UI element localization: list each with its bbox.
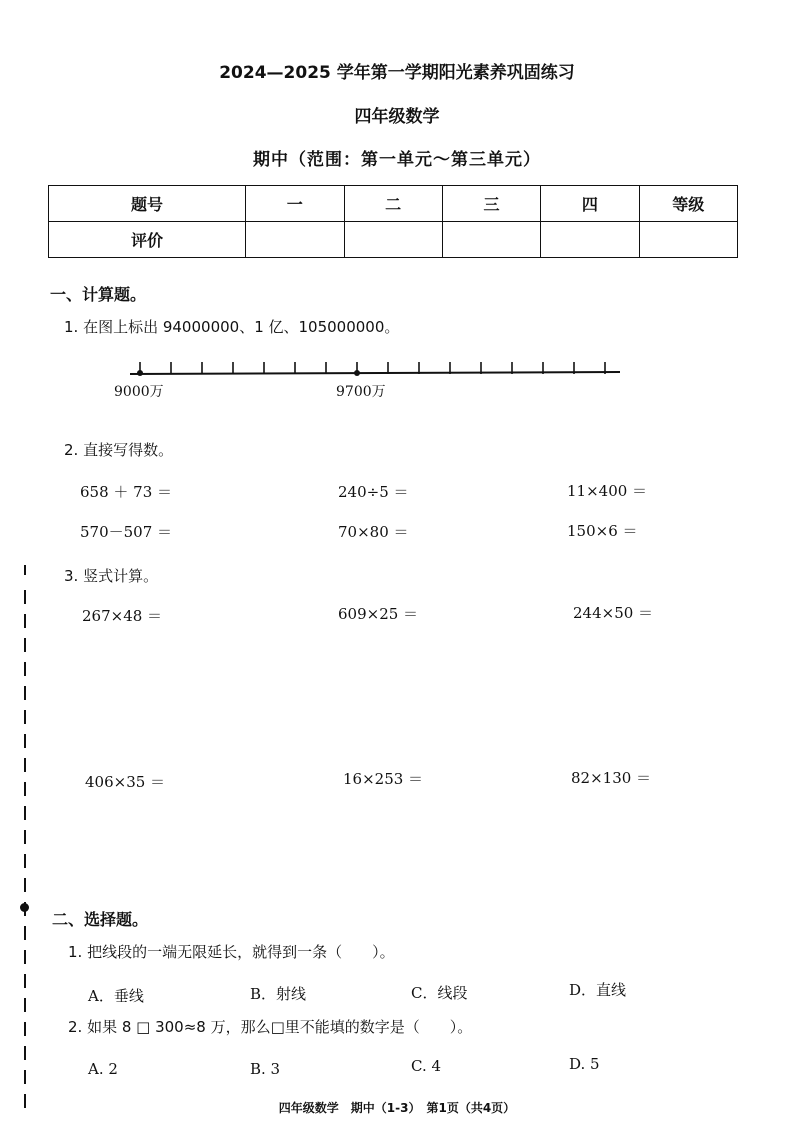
vertical-calc-item: 82×130 ＝ [571, 769, 652, 787]
choice-option[interactable]: A．垂线 [88, 987, 144, 1005]
oral-calc-item: 570－507 ＝ [80, 523, 173, 541]
table-cell: 四 [541, 186, 639, 222]
vertical-calc-item: 244×50 ＝ [573, 604, 654, 622]
vertical-calc-item: 406×35 ＝ [85, 773, 166, 791]
page-title: 2024—2025 学年第一学期阳光素养巩固练习 [219, 63, 575, 83]
number-line-point [137, 370, 143, 376]
section-heading: 一、计算题。 [50, 285, 147, 304]
table-cell: 三 [442, 186, 540, 222]
vertical-calc-item: 609×25 ＝ [338, 605, 419, 623]
oral-calc-item: 70×80 ＝ [338, 523, 409, 541]
table-cell: 一 [246, 186, 344, 222]
choice-option[interactable]: B. 3 [250, 1060, 281, 1078]
question-text: 1. 在图上标出 94000000、1 亿、105000000。 [64, 318, 400, 336]
score-input-cell[interactable] [639, 222, 737, 258]
number-line-point [354, 370, 360, 376]
number-line-label-start: 9000万 [114, 384, 164, 400]
table-cell: 题号 [49, 186, 246, 222]
question-text: 2. 直接写得数。 [64, 441, 174, 459]
choice-option[interactable]: C. 4 [411, 1057, 442, 1075]
binding-line-dash [24, 565, 26, 575]
exam-range: 期中（范围：第一单元～第三单元） [253, 150, 541, 170]
question-text: 1. 把线段的一端无限延长，就得到一条（ ）。 [68, 943, 395, 961]
vertical-calc-item: 16×253 ＝ [343, 770, 424, 788]
score-table [48, 185, 738, 258]
number-line-label-mid: 9700万 [336, 384, 386, 400]
table-row [49, 222, 738, 258]
binding-hole-dot [20, 903, 29, 912]
score-input-cell[interactable] [541, 222, 639, 258]
page-subtitle: 四年级数学 [354, 107, 440, 127]
question-text: 3. 竖式计算。 [64, 567, 159, 585]
choice-option[interactable]: C．线段 [411, 984, 468, 1002]
table-cell: 等级 [639, 186, 737, 222]
choice-option[interactable]: D. 5 [569, 1055, 600, 1073]
table-row [49, 186, 738, 222]
choice-option[interactable]: A. 2 [88, 1060, 118, 1078]
score-input-cell[interactable] [442, 222, 540, 258]
vertical-calc-item: 267×48 ＝ [82, 607, 163, 625]
choice-option[interactable]: B．射线 [250, 985, 307, 1003]
table-cell: 评价 [49, 222, 246, 258]
table-cell: 二 [344, 186, 442, 222]
number-line-axis [130, 372, 620, 374]
oral-calc-item: 658 ＋ 73 ＝ [80, 483, 173, 501]
oral-calc-item: 11×400 ＝ [567, 482, 648, 500]
section-heading: 二、选择题。 [52, 910, 149, 929]
score-input-cell[interactable] [246, 222, 344, 258]
question-text: 2. 如果 8 □ 300≈8 万，那么□里不能填的数字是（ ）。 [68, 1018, 473, 1036]
oral-calc-item: 240÷5 ＝ [338, 483, 409, 501]
page-footer: 四年级数学 期中（1-3） 第1页（共4页） [278, 1101, 516, 1115]
oral-calc-item: 150×6 ＝ [567, 522, 638, 540]
score-input-cell[interactable] [344, 222, 442, 258]
choice-option[interactable]: D．直线 [569, 981, 627, 999]
binding-line [24, 590, 26, 1110]
